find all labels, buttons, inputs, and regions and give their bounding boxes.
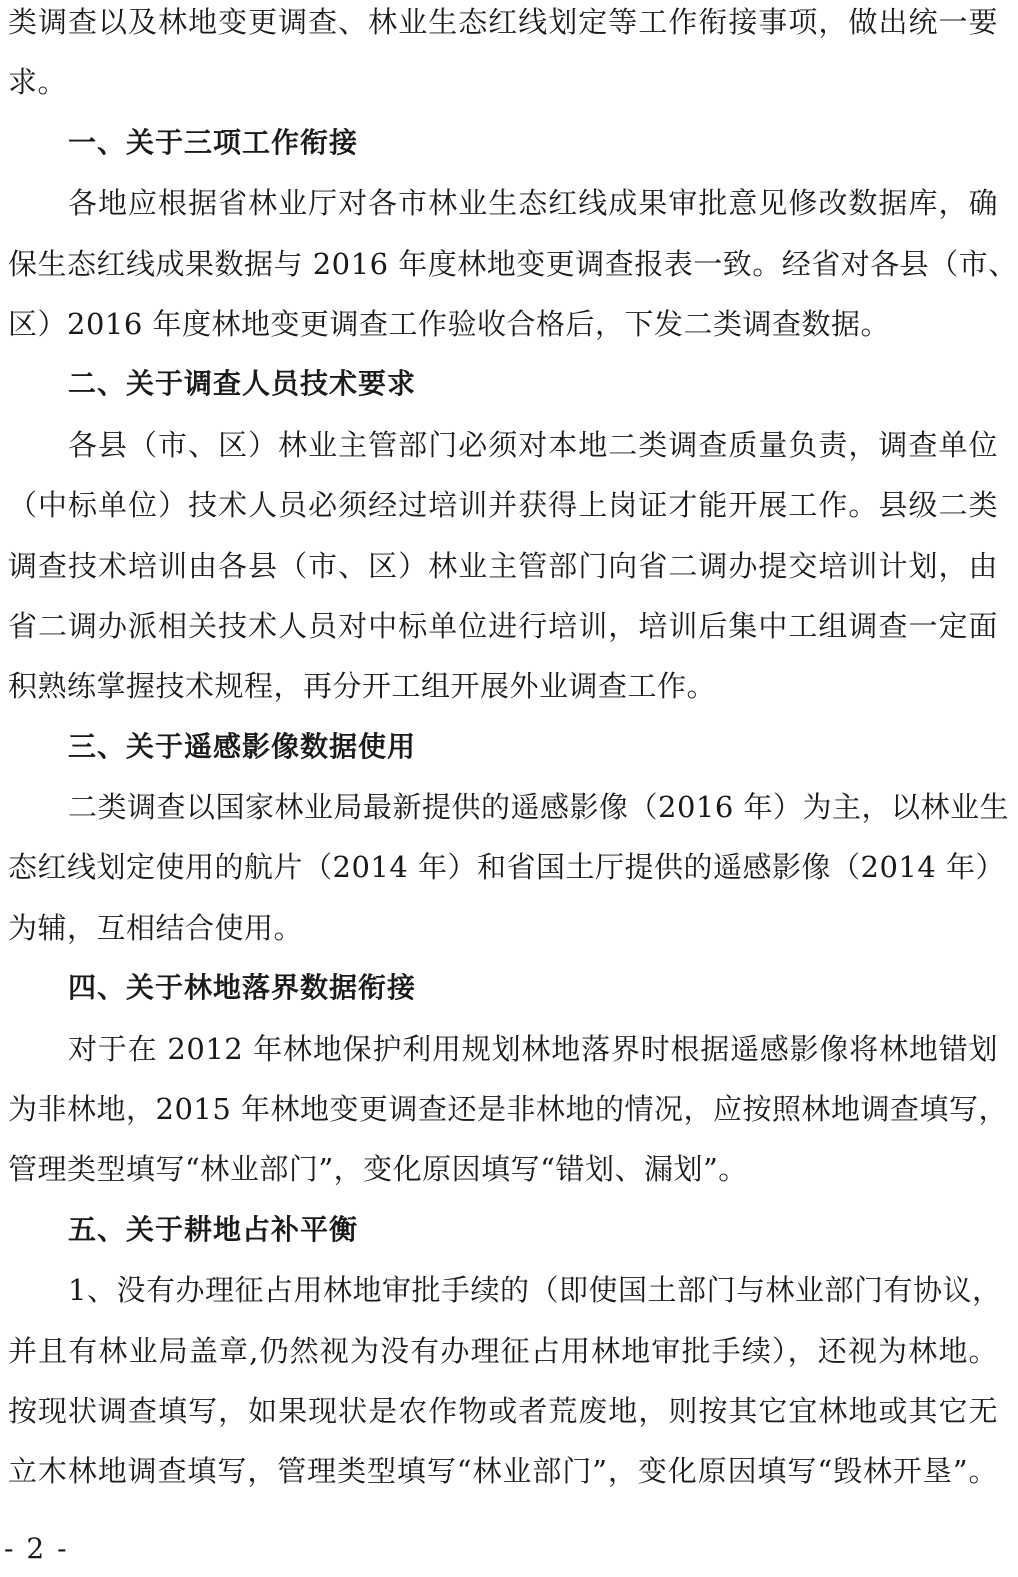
section-3-line-2: 态红线划定使用的航片（2014 年）和省国土厅提供的遥感影像（2014 年） (8, 850, 1006, 885)
section-3-heading: 三、关于遥感影像数据使用 (68, 729, 417, 763)
intro-line-1: 类调查以及林地变更调查、林业生态红线划定等工作衔接事项，做出统一要 (8, 5, 998, 39)
section-4-line-2: 为非林地，2015 年林地变更调查还是非林地的情况，应按照林地调查填写， (8, 1092, 1009, 1127)
page-number: - 2 - (4, 1532, 69, 1565)
section-3-line-3: 为辅，互相结合使用。 (8, 910, 304, 945)
section-4-line-1: 对于在 2012 年林地保护利用规划林地落界时根据遥感影像将林地错划 (68, 1031, 998, 1066)
section-5-heading: 五、关于耕地占补平衡 (68, 1212, 359, 1246)
section-2-line-4: 省二调办派相关技术人员对中标单位进行培训，培训后集中工组调查一定面 (8, 608, 998, 643)
section-4-heading: 四、关于林地落界数据衔接 (68, 971, 417, 1005)
section-2-line-5: 积熟练掌握技术规程，再分开工组开展外业调查工作。 (8, 669, 717, 704)
section-2-line-1: 各县（市、区）林业主管部门必须对本地二类调查质量负责，调查单位 (68, 427, 998, 462)
section-1-line-2: 保生态红线成果数据与 2016 年度林地变更调查报表一致。经省对各县（市、 (8, 246, 1018, 281)
section-1-line-1: 各地应根据省林业厅对各市林业生态红线成果审批意见修改数据库，确 (68, 186, 998, 221)
section-2-heading: 二、关于调查人员技术要求 (68, 367, 417, 401)
section-5-line-2: 并且有林业局盖章,仍然视为没有办理征占用林地审批手续），还视为林地。 (8, 1333, 998, 1368)
section-2-line-2: （中标单位）技术人员必须经过培训并获得上岗证才能开展工作。县级二类 (8, 488, 998, 523)
document-page (8, 0, 1018, 1502)
section-2-line-3: 调查技术培训由各县（市、区）林业主管部门向省二调办提交培训计划，由 (8, 548, 998, 583)
section-3-line-1: 二类调查以国家林业局最新提供的遥感影像（2016 年）为主，以林业生 (68, 790, 1010, 825)
section-5-line-3: 按现状调查填写，如果现状是农作物或者荒废地，则按其它宜林地或其它无 (8, 1393, 998, 1428)
section-1-heading: 一、关于三项工作衔接 (68, 125, 359, 159)
intro-line-2: 求。 (8, 65, 68, 100)
section-1-line-3: 区）2016 年度林地变更调查工作验收合格后，下发二类调查数据。 (8, 306, 891, 341)
section-5-line-4: 立木林地调查填写，管理类型填写“林业部门”，变化原因填写“毁林开垦”。 (8, 1454, 998, 1489)
section-4-line-3: 管理类型填写“林业部门”，变化原因填写“错划、漏划”。 (8, 1152, 748, 1187)
section-5-line-1: 1、没有办理征占用林地审批手续的（即使国土部门与林业部门有协议， (68, 1273, 1002, 1308)
